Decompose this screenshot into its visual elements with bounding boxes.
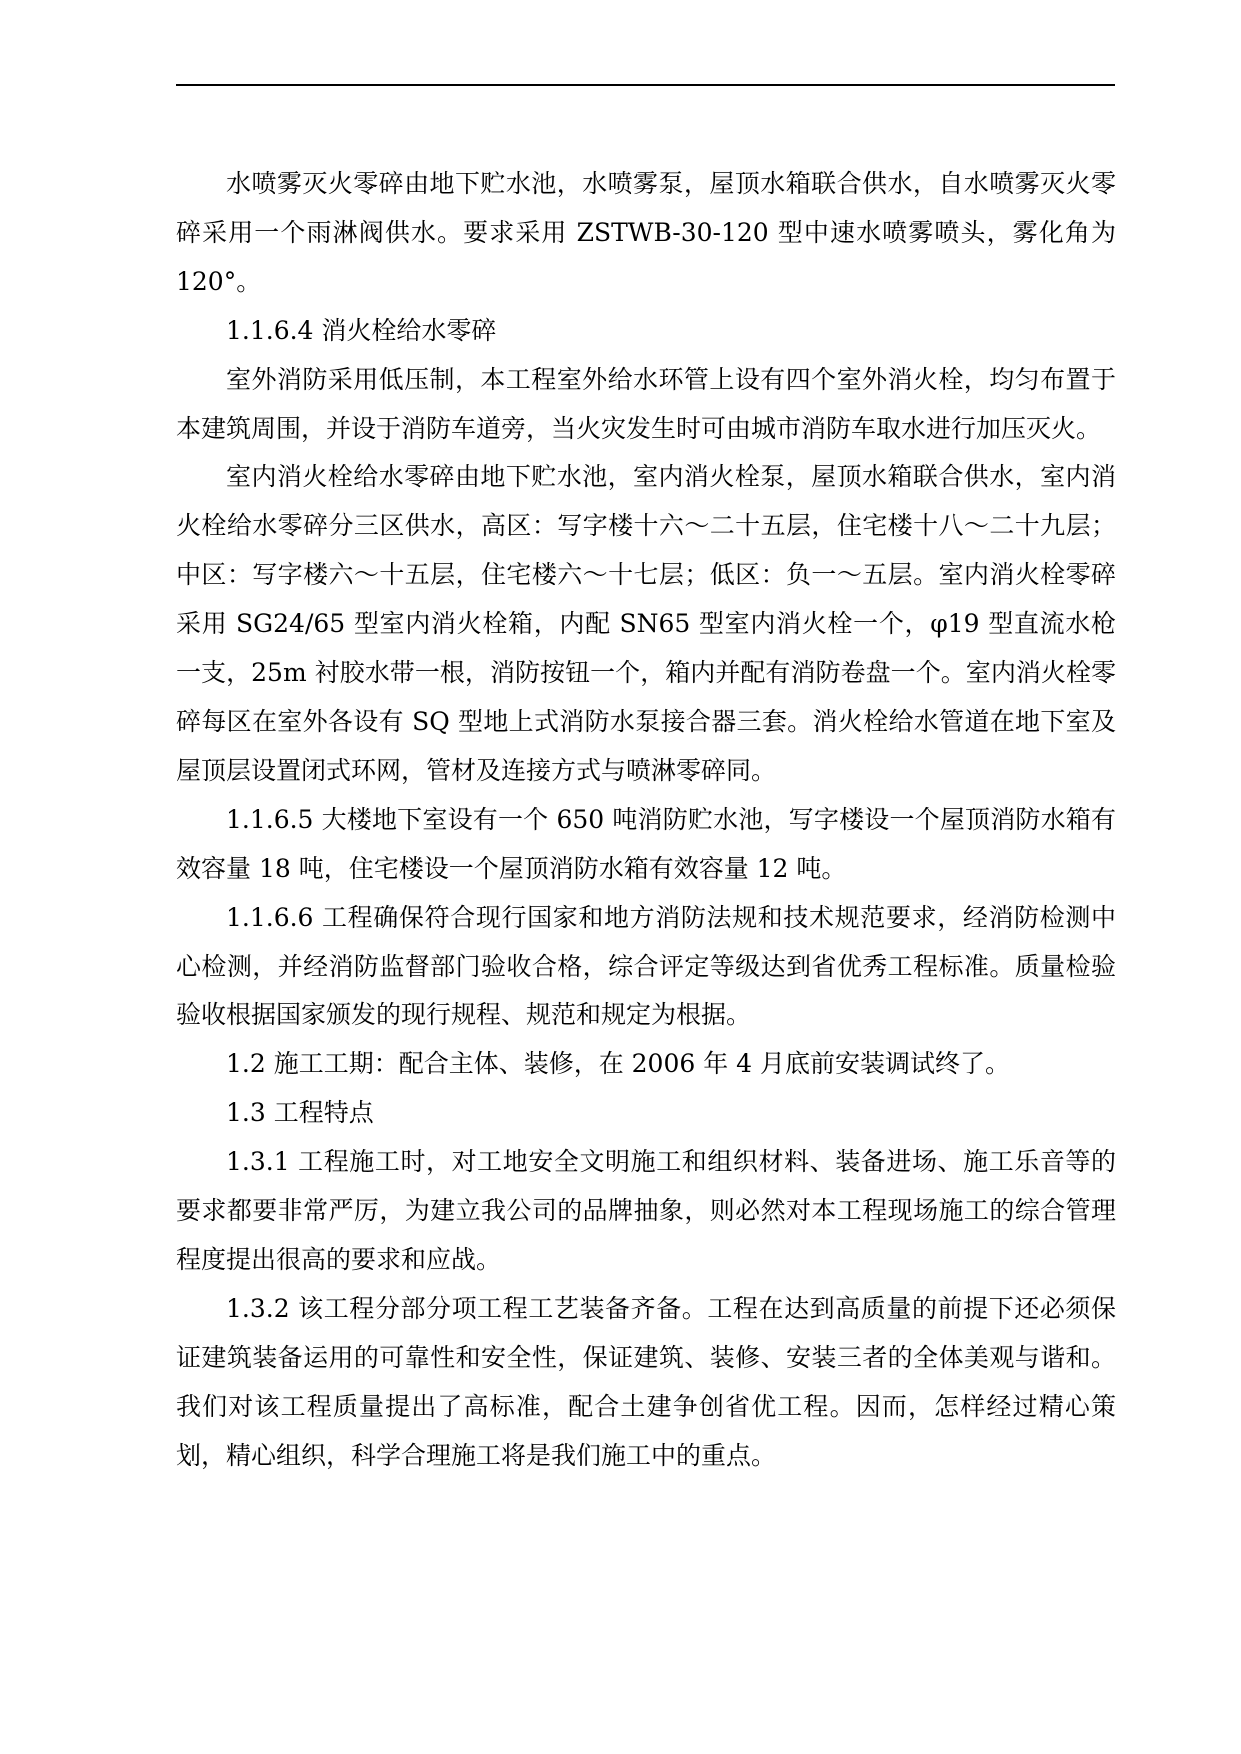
paragraph-water-spray-system: 水喷雾灭火零碎由地下贮水池，水喷雾泵，屋顶水箱联合供水，自水喷雾灭火零碎采用一个雨淋阀供水。要求采用 ZSTWB-30-120 型中速水喷雾喷头，雾化角为 120°。: [176, 169, 1116, 296]
section-heading-1-1-6-4: 1.1.6.4 消火栓给水零碎: [226, 315, 497, 345]
paragraph-1-3-1: 1.3.1 工程施工时，对工地安全文明施工和组织材料、装备进场、施工乐音等的要求都要非常严厉，为建立我公司的品牌抽象，则必然对本工程现场施工的综合管理程度提出很高的要求和应战。: [176, 1147, 1116, 1274]
paragraph-1-1-6-6-compliance: 1.1.6.6 工程确保符合现行国家和地方消防法规和技术规范要求，经消防检测中心检测，并经消防监督部门验收合格，综合评定等级达到省优秀工程标准。质量检验验收根据国家颁发的现行规程、规范和规定为根据。: [176, 902, 1116, 1030]
header-divider: [176, 84, 1115, 86]
paragraph-1-2-construction-period: 1.2 施工工期：配合主体、装修，在 2006 年 4 月底前安装调试终了。: [226, 1049, 1011, 1079]
paragraph-indoor-fire-hydrant: 室内消火栓给水零碎由地下贮水池，室内消火栓泵，屋顶水箱联合供水，室内消火栓给水零碎分三区供水，高区：写字楼十六～二十五层，住宅楼十八～二十九层；中区：写字楼六～十五层，住宅楼六～十七层；低区：负一～五层。室内消火栓零碎采用 SG24/65 型室内消火栓箱，内配 SN65 型室内消火栓一个，φ19 型直流水枪一支，25m 衬胶水带一根，消防按钮一个，箱内并配有消防卷盘一个。室内消火栓零碎每区在室外各设有 SQ 型地上式消防水泵接合器三套。消火栓给水管道在地下室及屋顶层设置闭式环网，管材及连接方式与喷淋零碎同。: [176, 462, 1116, 785]
paragraph-outdoor-fire-hydrant: 室外消防采用低压制，本工程室外给水环管上设有四个室外消火栓，均匀布置于本建筑周围，并设于消防车道旁，当火灾发生时可由城市消防车取水进行加压灭火。: [176, 364, 1116, 443]
paragraph-1-3-2: 1.3.2 该工程分部分项工程工艺装备齐备。工程在达到高质量的前提下还必须保证建筑装备运用的可靠性和安全性，保证建筑、装修、安装三者的全体美观与谐和。我们对该工程质量提出了高标准，配合土建争创省优工程。因而，怎样经过精心策划，精心组织，科学合理施工将是我们施工中的重点。: [176, 1293, 1116, 1470]
paragraph-1-1-6-5-water-storage: 1.1.6.5 大楼地下室设有一个 650 吨消防贮水池，写字楼设一个屋顶消防水箱有效容量 18 吨，住宅楼设一个屋顶消防水箱有效容量 12 吨。: [176, 804, 1116, 883]
section-heading-1-3: 1.3 工程特点: [226, 1098, 374, 1128]
document-body: [176, 160, 1116, 1480]
